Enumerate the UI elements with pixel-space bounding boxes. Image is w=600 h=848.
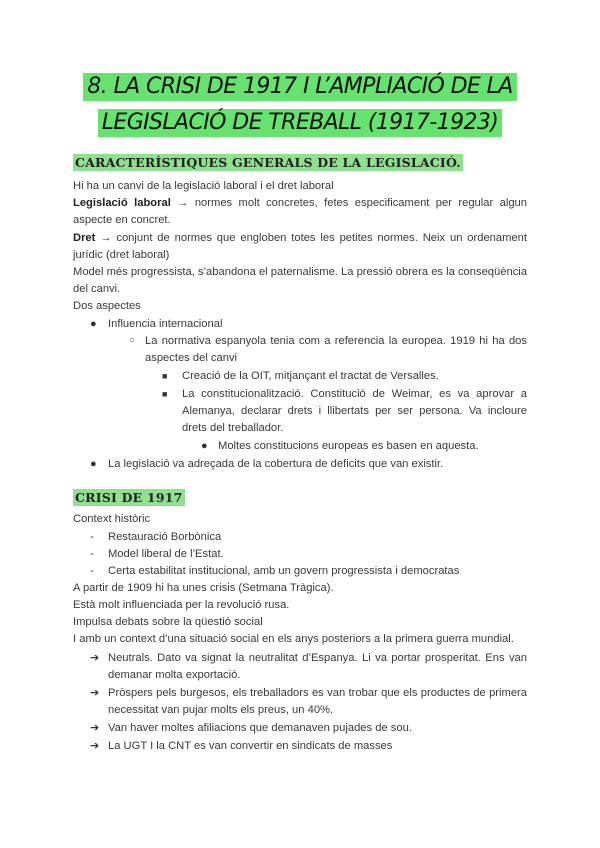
list-item-normativa: La normativa espanyola tenia com a referencia la europea. 1919 hi ha dos	[145, 335, 527, 347]
bullet-square-icon: ■	[162, 389, 168, 399]
bullet-circle-icon: ○	[129, 335, 136, 346]
list-item-neutrals-cont: demanar molta exportació.	[108, 669, 241, 681]
list-item-model-liberal: Model liberal de l’Estat.	[108, 548, 224, 560]
section-heading-legislacio: CARACTERÍSTIQUES GENERALS DE LA LEGISLACIÓ.	[75, 155, 461, 170]
list-item-restauracio: Restauració Borbònica	[108, 531, 222, 543]
list-item-normativa-cont: aspectes del canvi	[145, 352, 238, 364]
paragraph-legislacio-laboral-cont: aspecte en concret.	[73, 214, 171, 226]
list-item-prospers: Pròspers pels burgesos, els treballadors es van trobar que els productes de primera	[108, 687, 527, 699]
list-item-neutrals: Neutrals. Dato va signat la neutralitat d’Espanya. Li va portar prosperitat. Ens van	[108, 652, 527, 664]
paragraph-context-social: I amb un context d’una situació social en els anys posteriors a la primera guerra mundial.	[73, 633, 514, 645]
paragraph-model-cont: del canvi.	[73, 283, 121, 295]
bullet-dash-icon: -	[90, 531, 94, 543]
section-heading-crisi-1917: CRISI DE 1917	[75, 490, 183, 505]
list-item-constitucionalitzacio: La constitucionalització. Constitució de Weimar, es va aprovar a	[182, 388, 527, 400]
list-item-influencia: Influencia internacional	[108, 318, 223, 330]
paragraph-questio-social: Impulsa debats sobre la qüestió social	[73, 616, 263, 628]
page-title-line-2: LEGISLACIÓ DE TREBALL (1917-1923)	[0, 110, 600, 135]
list-item-oit: Creació de la OIT, mitjançant el tractat de Versalles.	[182, 370, 439, 382]
bullet-disc-icon: ●	[201, 440, 208, 452]
list-item-afiliacions: Van haver moltes afiliacions que demanaven pujades de sou.	[108, 722, 412, 734]
bullet-square-icon: ■	[162, 371, 168, 381]
paragraph-model: Model més progressista, s’abandona el paternalisme. La pressió obrera es la conseqüència	[73, 266, 527, 278]
paragraph-aspects: Dos aspectes	[73, 300, 141, 312]
bullet-arrow-icon: ➔	[90, 722, 100, 734]
list-item-constitucions: Moltes constitucions europeas es basen en aquesta.	[218, 440, 479, 452]
paragraph-1909: A partir de 1909 hi ha unes crisis (Setmana Tràgica).	[73, 582, 334, 594]
list-item-legislacio-deficits: La legislació va adreçada de la cobertura de deficits que van existir.	[108, 458, 444, 470]
list-item-sindicats: La UGT I la CNT es van convertir en sindicats de masses	[108, 740, 393, 752]
paragraph-revolucio-rusa: Està molt influenciada per la revolució rusa.	[73, 599, 290, 611]
paragraph-dret: Dret → conjunt de normes que engloben totes les petites normes. Neix un ordenament	[73, 232, 528, 244]
list-item-estabilitat: Certa estabilitat institucional, amb un govern progressista i democratas	[108, 565, 460, 577]
bullet-arrow-icon: ➔	[90, 740, 100, 752]
bullet-disc-icon: ●	[90, 458, 97, 470]
paragraph-legislacio-laboral: Legislació laboral → normes molt concretes, fetes especificament per regular algun	[73, 197, 527, 209]
bullet-dash-icon: -	[90, 548, 94, 560]
bullet-arrow-icon: ➔	[90, 652, 100, 664]
paragraph-dret-cont: jurídic (dret laboral)	[73, 249, 170, 261]
list-item-constitucionalitzacio-end: drets del treballador.	[182, 422, 284, 434]
bullet-disc-icon: ●	[90, 318, 97, 330]
paragraph-intro: Hi ha un canvi de la legislació laboral i el dret laboral	[73, 180, 334, 192]
page-title-line-1: 8. LA CRISI DE 1917 I L’AMPLIACIÓ DE LA	[0, 74, 600, 99]
bullet-arrow-icon: ➔	[90, 687, 100, 699]
bullet-dash-icon: -	[90, 565, 94, 577]
paragraph-context: Context històric	[73, 513, 151, 525]
list-item-constitucionalitzacio-cont: Alemanya, declarar drets i llibertats per ser persona. Va incloure	[182, 405, 527, 417]
list-item-prospers-cont: necessitat van pujar molts els preus, un 40%.	[108, 704, 334, 716]
